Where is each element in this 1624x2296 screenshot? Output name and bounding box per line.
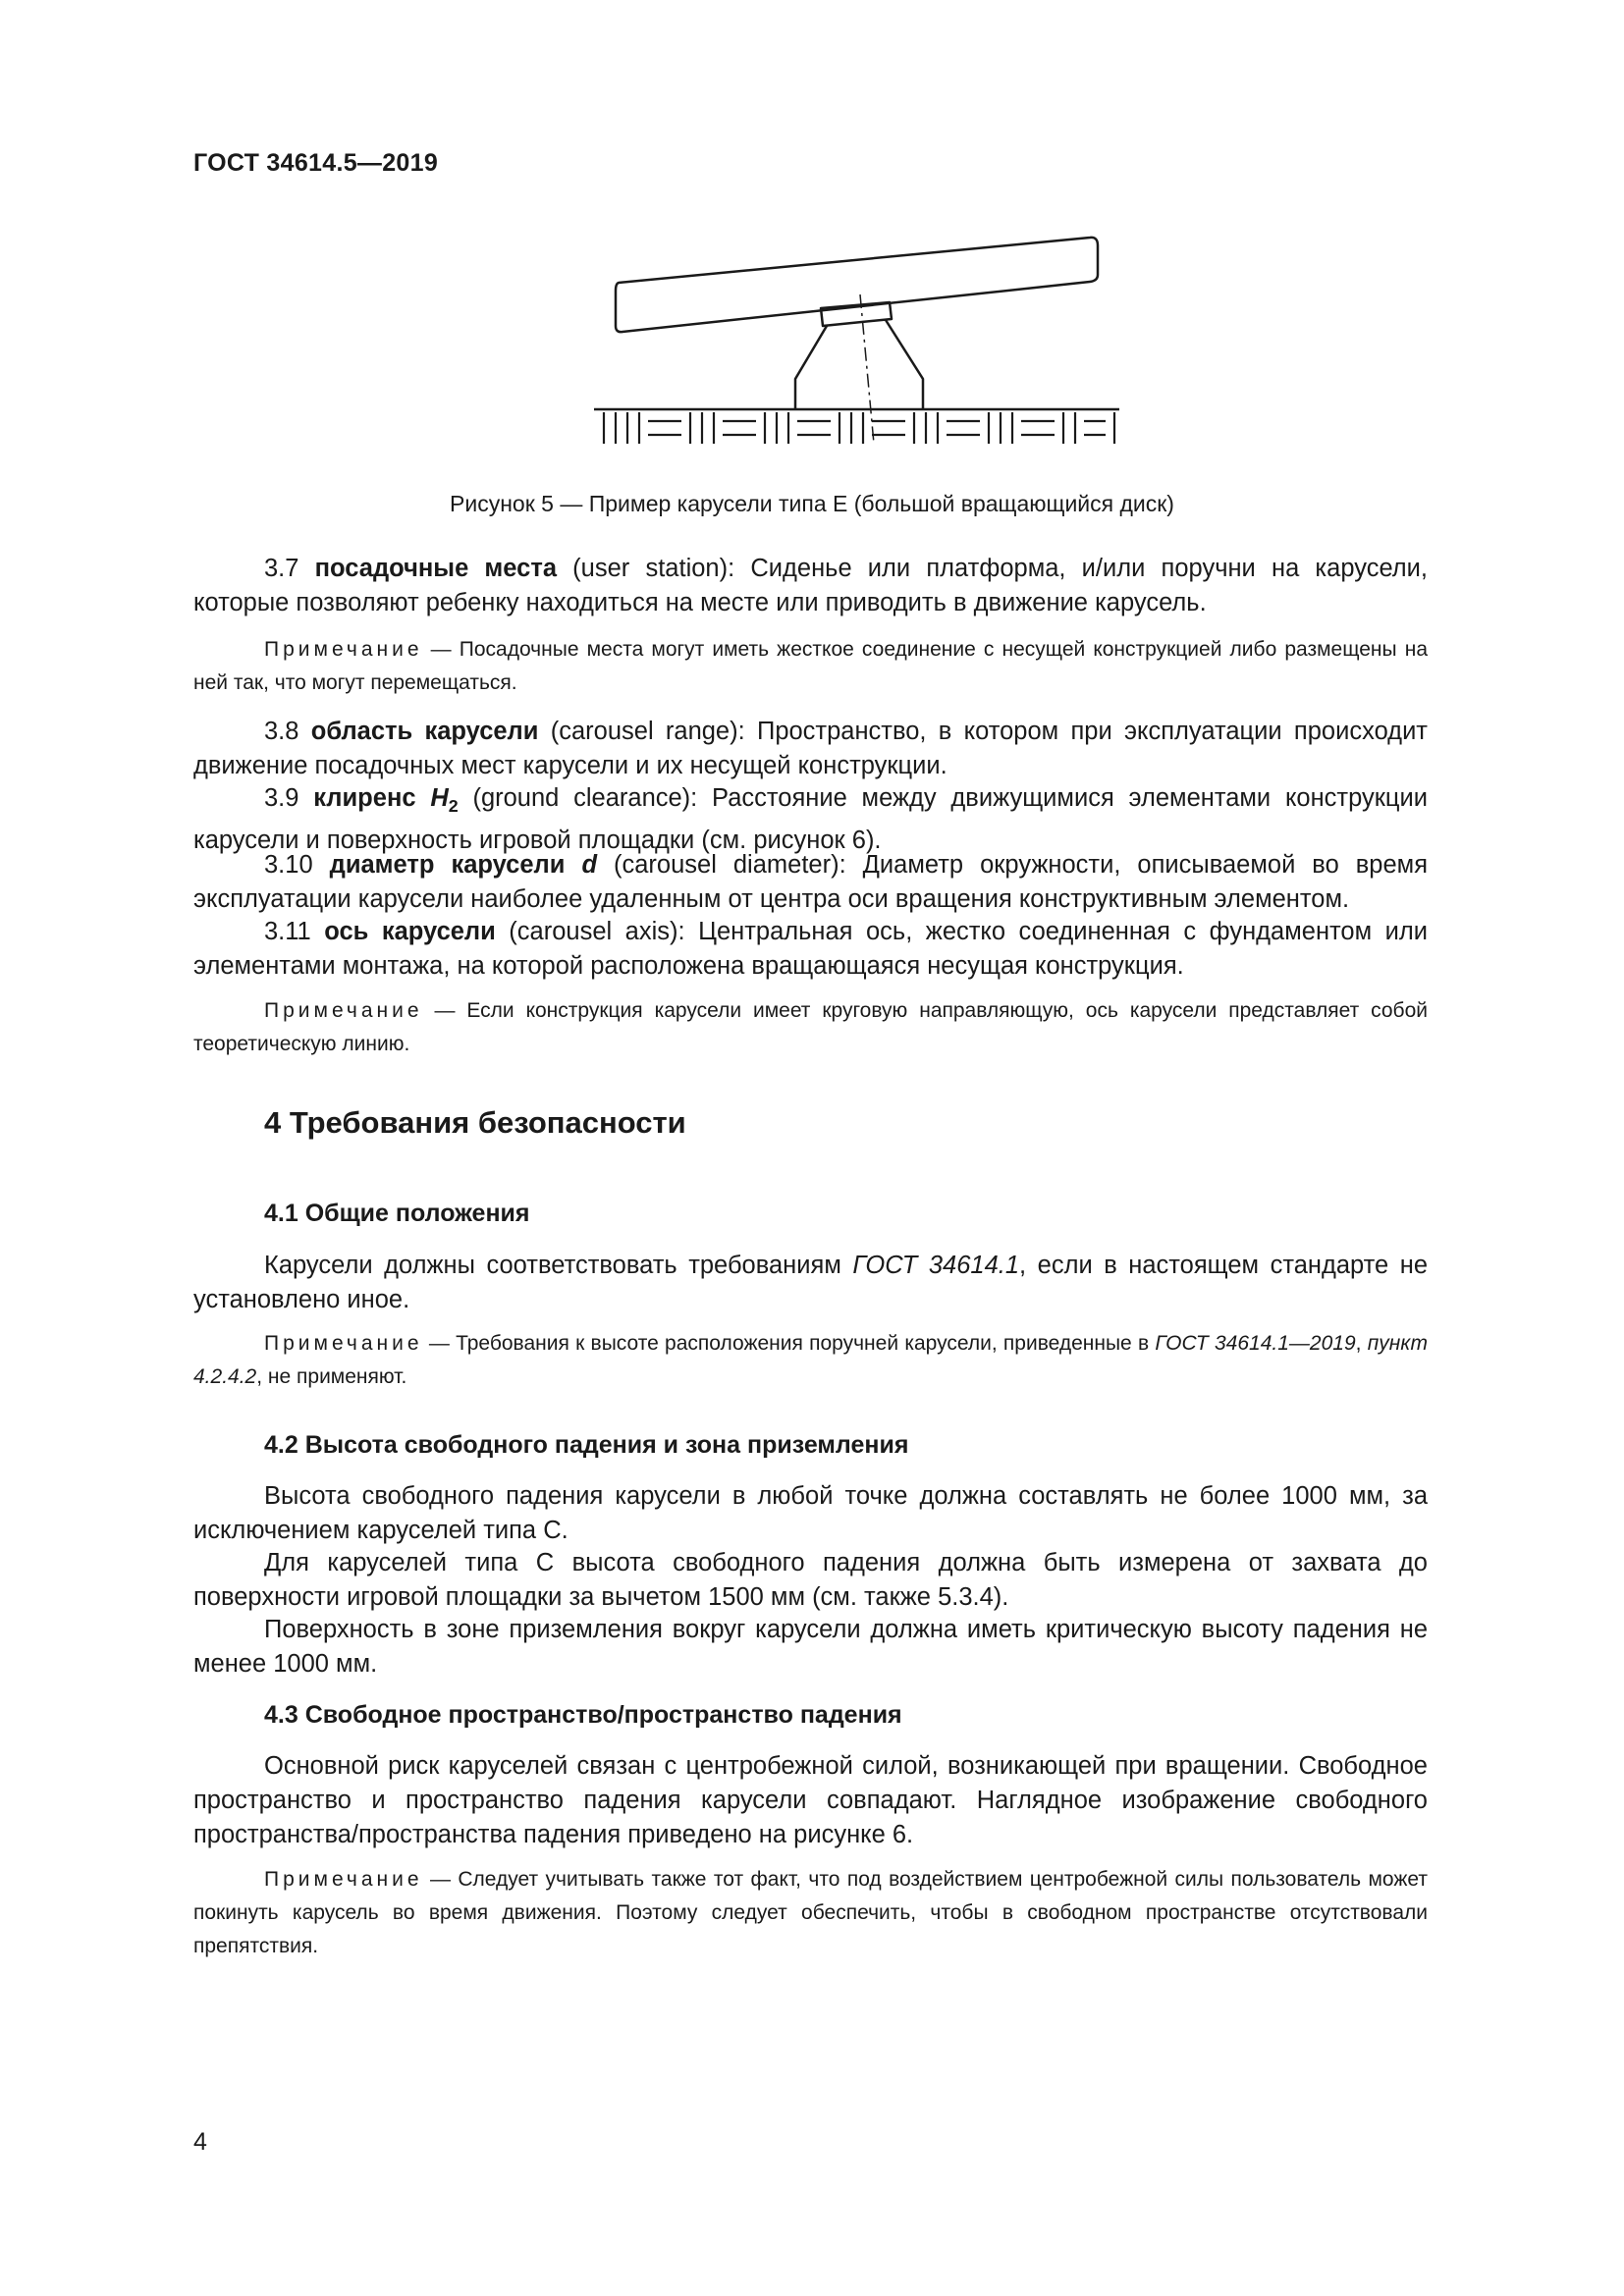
definition-3-8: 3.8 область карусели (carousel range): Пространство, в котором при эксплуатации происходит движение посадочных мест карусели и их несущей конструкции. <box>193 718 1428 779</box>
definition-3-11: 3.11 ось карусели (carousel axis): Центральная ось, жестко соединенная с фундаментом или элементами монтажа, на которой расположена вращающаяся несущая конструкция. <box>193 918 1428 980</box>
pedestal <box>795 320 923 410</box>
note-3-11: Примечание — Если конструкция карусели имеет круговую направляющую, ось карусели представляет собой теоретическую линию. <box>193 999 1428 1055</box>
section-4-3-paragraph: Основной риск каруселей связан с центробежной силой, возникающей при вращении. Свободное пространство и пространство падения карусели совпадают. Наглядное изображение свободного пространства/пространства падения приведено на рисунке 6. <box>193 1752 1428 1848</box>
page-number: 4 <box>193 2128 207 2156</box>
note-3-7: Примечание — Посадочные места могут иметь жесткое соединение с несущей конструкцией либо размещены на ней так, что могут перемещаться. <box>193 638 1428 694</box>
disc-outline <box>616 238 1098 332</box>
section-4-1-heading: 4.1 Общие положения <box>264 1200 530 1227</box>
definition-3-7: 3.7 посадочные места (user station): Сиденье или платформа, и/или поручни на карусели, которые позволяют ребенку находиться на месте или приводить в движение карусель. <box>193 555 1428 616</box>
section-4-2-paragraph-1: Высота свободного падения карусели в любой точке должна составлять не более 1000 мм, за исключением каруселей типа С. <box>193 1482 1428 1544</box>
section-4-heading: 4 Требования безопасности <box>264 1105 686 1140</box>
section-4-2-paragraph-2: Для каруселей типа С высота свободного падения должна быть измерена от захвата до поверхности игровой площадки за вычетом 1500 мм (см. также 5.3.4). <box>193 1549 1428 1611</box>
definition-3-10: 3.10 диаметр карусели d (carousel diameter): Диаметр окружности, описываемой во время эксплуатации карусели наиболее удаленным от центра оси вращения конструктивным элементом. <box>193 851 1428 913</box>
ground-hatching <box>604 412 1114 444</box>
definition-3-9: 3.9 клиренс $H_2$ (ground clearance): Расстояние между движущимися элементами конструкции карусели и поверхность игровой площадки (см. рисунок 6). <box>193 784 1428 854</box>
section-4-3-heading: 4.3 Свободное пространство/пространство падения <box>264 1701 902 1729</box>
note-4-3: Примечание — Следует учитывать также тот факт, что под воздействием центробежной силы пользователь может покинуть карусель во время движения. Поэтому следует обеспечить, чтобы в свободном пространстве отсутствовали препятствия. <box>193 1868 1428 1957</box>
section-4-1-paragraph: Карусели должны соответствовать требованиям ГОСТ 34614.1, если в настоящем стандарте не установлено иное. <box>193 1252 1428 1313</box>
hub <box>821 302 892 326</box>
carousel-type-e-figure <box>579 226 1129 461</box>
note-4-1: Примечание — Требования к высоте расположения поручней карусели, приведенные в ГОСТ 34614.1—2019, пункт 4.2.4.2, не применяют. <box>193 1332 1428 1388</box>
document-code: ГОСТ 34614.5—2019 <box>193 149 439 177</box>
section-4-2-paragraph-3: Поверхность в зоне приземления вокруг карусели должна иметь критическую высоту падения не менее 1000 мм. <box>193 1616 1428 1678</box>
section-4-2-heading: 4.2 Высота свободного падения и зона приземления <box>264 1431 909 1459</box>
figure-caption: Рисунок 5 — Пример карусели типа Е (большой вращающийся диск) <box>450 491 1174 516</box>
